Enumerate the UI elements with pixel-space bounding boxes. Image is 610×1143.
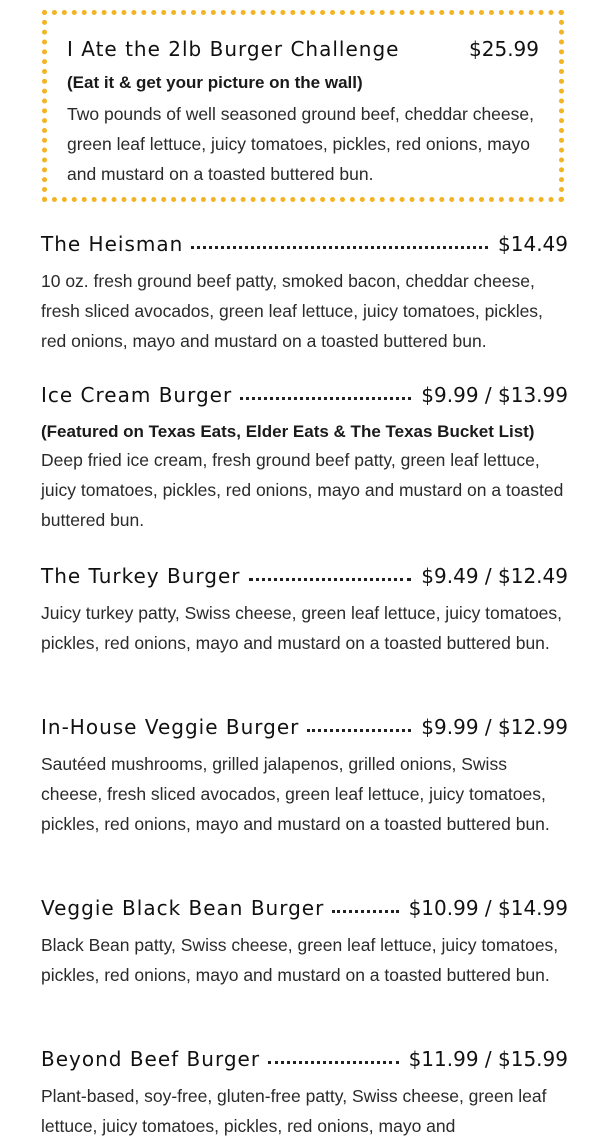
- menu-item: [41, 715, 568, 839]
- menu-item-header: [41, 896, 568, 930]
- menu-item-price: $9.99 / $12.99: [421, 715, 568, 739]
- dot-leader: [332, 910, 398, 913]
- menu-item: [41, 1047, 568, 1141]
- menu-item-note: (Featured on Texas Eats, Elder Eats & The Texas Bucket List): [41, 422, 535, 441]
- menu-item-price: $14.49: [498, 232, 568, 256]
- menu-item-title: Ice Cream Burger: [41, 383, 233, 407]
- menu-item-header: [41, 715, 568, 749]
- menu-item-title: The Heisman: [41, 232, 184, 256]
- dot-leader: [268, 1061, 399, 1064]
- menu-item: [41, 564, 568, 658]
- menu-item-description: Black Bean patty, Swiss cheese, green leaf lettuce, juicy tomatoes, pickles, red onions, mayo and mustard on a toasted buttered bun.: [41, 935, 559, 985]
- menu-item-title: In-House Veggie Burger: [41, 715, 300, 739]
- menu-item: [41, 383, 568, 535]
- menu-item-header: [41, 232, 568, 266]
- dot-leader: [307, 729, 411, 732]
- dot-leader: [249, 578, 412, 581]
- menu-item-title: Veggie Black Bean Burger: [41, 896, 325, 920]
- menu-item: [41, 896, 568, 990]
- menu-item-price: $9.99 / $13.99: [421, 383, 568, 407]
- menu-item-description: Plant-based, soy-free, gluten-free patty, Swiss cheese, green leaf lettuce, juicy tomatoes, pickles, red onions, mayo and: [41, 1086, 547, 1136]
- featured-challenge-box: [42, 10, 564, 202]
- menu-item: [41, 232, 568, 356]
- featured-title: I Ate the 2lb Burger Challenge: [67, 37, 400, 61]
- menu-item-price: $9.49 / $12.49: [421, 564, 568, 588]
- menu-item-header: [41, 383, 568, 417]
- menu-item-price: $10.99 / $14.99: [408, 896, 568, 920]
- featured-price: $25.99: [469, 37, 539, 61]
- menu-item-title: The Turkey Burger: [41, 564, 241, 588]
- dot-leader: [240, 397, 411, 400]
- menu-item-description: 10 oz. fresh ground beef patty, smoked bacon, cheddar cheese, fresh sliced avocados, green leaf lettuce, juicy tomatoes, pickles, red onions, mayo and mustard on a toasted buttered bun.: [41, 271, 543, 351]
- featured-description: Two pounds of well seasoned ground beef, cheddar cheese, green leaf lettuce, juicy tomatoes, pickles, red onions, mayo and mustard on a toasted buttered bun.: [67, 104, 534, 184]
- menu-item-header: [41, 564, 568, 598]
- menu-item-description: Sautéed mushrooms, grilled jalapenos, grilled onions, Swiss cheese, fresh sliced avocados, green leaf lettuce, juicy tomatoes, pickles, red onions, mayo and mustard on a toasted buttered bun.: [41, 754, 550, 834]
- featured-note: (Eat it & get your picture on the wall): [67, 73, 363, 92]
- menu-item-header: [41, 1047, 568, 1081]
- dot-leader: [191, 246, 488, 249]
- menu-item-price: $11.99 / $15.99: [408, 1047, 568, 1071]
- menu-item-title: Beyond Beef Burger: [41, 1047, 261, 1071]
- featured-header: [67, 37, 539, 61]
- menu-item-description: Juicy turkey patty, Swiss cheese, green leaf lettuce, juicy tomatoes, pickles, red onions, mayo and mustard on a toasted buttered bun.: [41, 603, 563, 653]
- menu-item-description: Deep fried ice cream, fresh ground beef patty, green leaf lettuce, juicy tomatoes, pickles, red onions, mayo and mustard on a toasted buttered bun.: [41, 450, 564, 530]
